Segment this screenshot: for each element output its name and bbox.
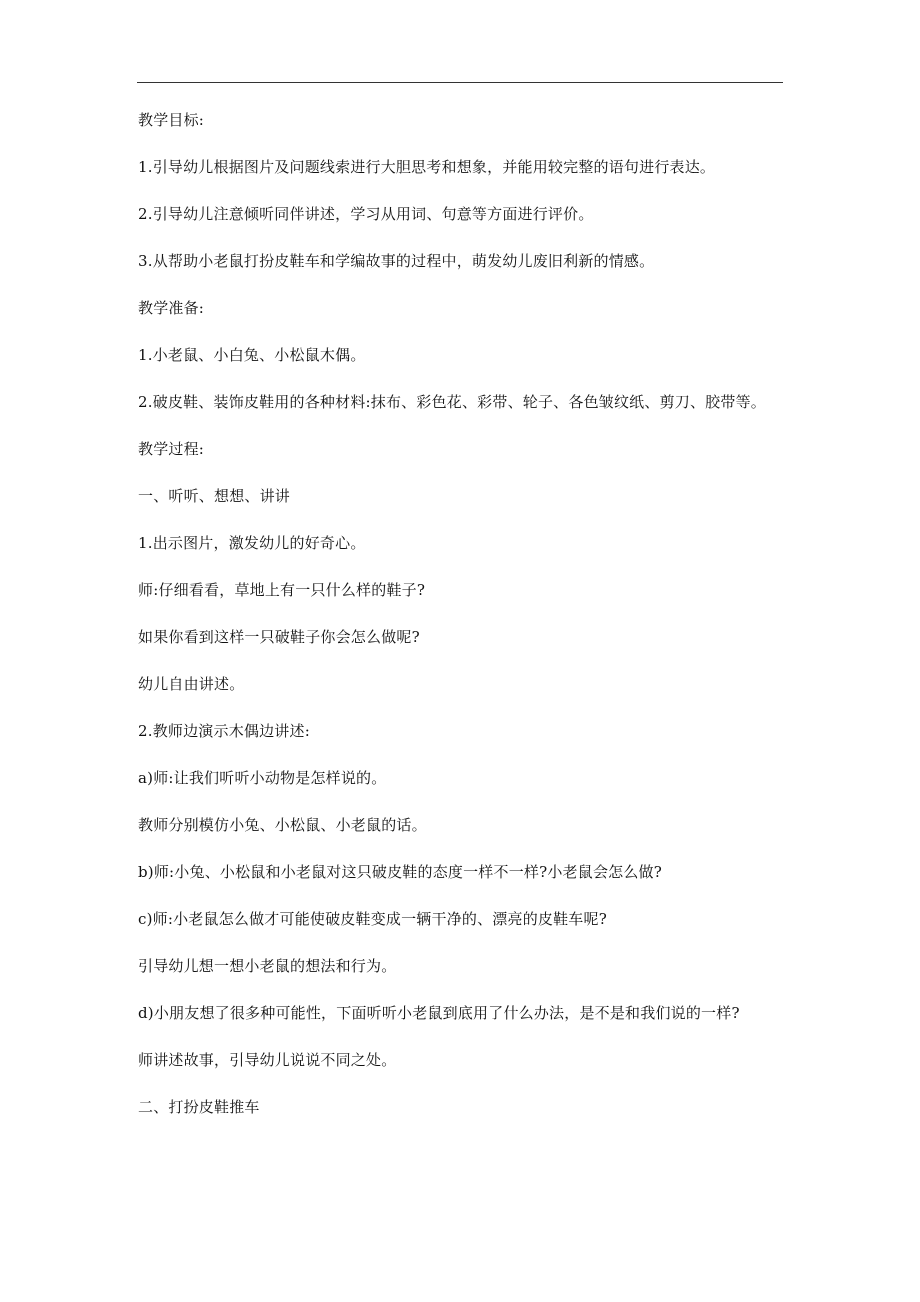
section-heading-process: 教学过程: (138, 440, 205, 458)
process-step-1: 1.出示图片，激发幼儿的好奇心。 (138, 534, 366, 552)
section-heading-objectives: 教学目标: (138, 111, 205, 129)
objective-item-3: 3.从帮助小老鼠打扮皮鞋车和学编故事的过程中，萌发幼儿废旧利新的情感。 (138, 252, 655, 270)
teacher-question-1: 师:仔细看看，草地上有一只什么样的鞋子? (138, 581, 426, 599)
guidance-note-1: 引导幼儿想一想小老鼠的想法和行为。 (138, 957, 397, 975)
sub-step-d: d)小朋友想了很多种可能性，下面听听小老鼠到底用了什么办法，是不是和我们说的一样? (138, 1004, 740, 1022)
objective-item-2: 2.引导幼儿注意倾听同伴讲述，学习从用词、句意等方面进行评价。 (138, 205, 594, 223)
sub-step-a: a)师:让我们听听小动物是怎样说的。 (138, 769, 387, 787)
teacher-question-2: 如果你看到这样一只破鞋子你会怎么做呢? (138, 628, 420, 646)
preparation-item-2: 2.破皮鞋、装饰皮鞋用的各种材料:抹布、彩色花、彩带、轮子、各色皱纹纸、剪刀、胶带等。 (138, 393, 766, 411)
process-step-2: 2.教师边演示木偶边讲述: (138, 722, 310, 740)
section-heading-preparation: 教学准备: (138, 299, 205, 317)
objective-item-1: 1.引导幼儿根据图片及问题线索进行大胆思考和想象，并能用较完整的语句进行表达。 (138, 158, 716, 176)
process-part-2-heading: 二、打扮皮鞋推车 (138, 1098, 260, 1116)
children-activity-1: 幼儿自由讲述。 (138, 675, 245, 693)
teacher-activity-1: 教师分别模仿小兔、小松鼠、小老鼠的话。 (138, 816, 427, 834)
header-rule (137, 82, 783, 83)
process-part-1-heading: 一、听听、想想、讲讲 (138, 487, 291, 505)
sub-step-c: c)师:小老鼠怎么做才可能使破皮鞋变成一辆干净的、漂亮的皮鞋车呢? (138, 910, 607, 928)
sub-step-b: b)师:小兔、小松鼠和小老鼠对这只破皮鞋的态度一样不一样?小老鼠会怎么做? (138, 863, 662, 881)
teacher-activity-2: 师讲述故事，引导幼儿说说不同之处。 (138, 1051, 397, 1069)
document-body (138, 110, 788, 1144)
preparation-item-1: 1.小老鼠、小白兔、小松鼠木偶。 (138, 346, 366, 364)
